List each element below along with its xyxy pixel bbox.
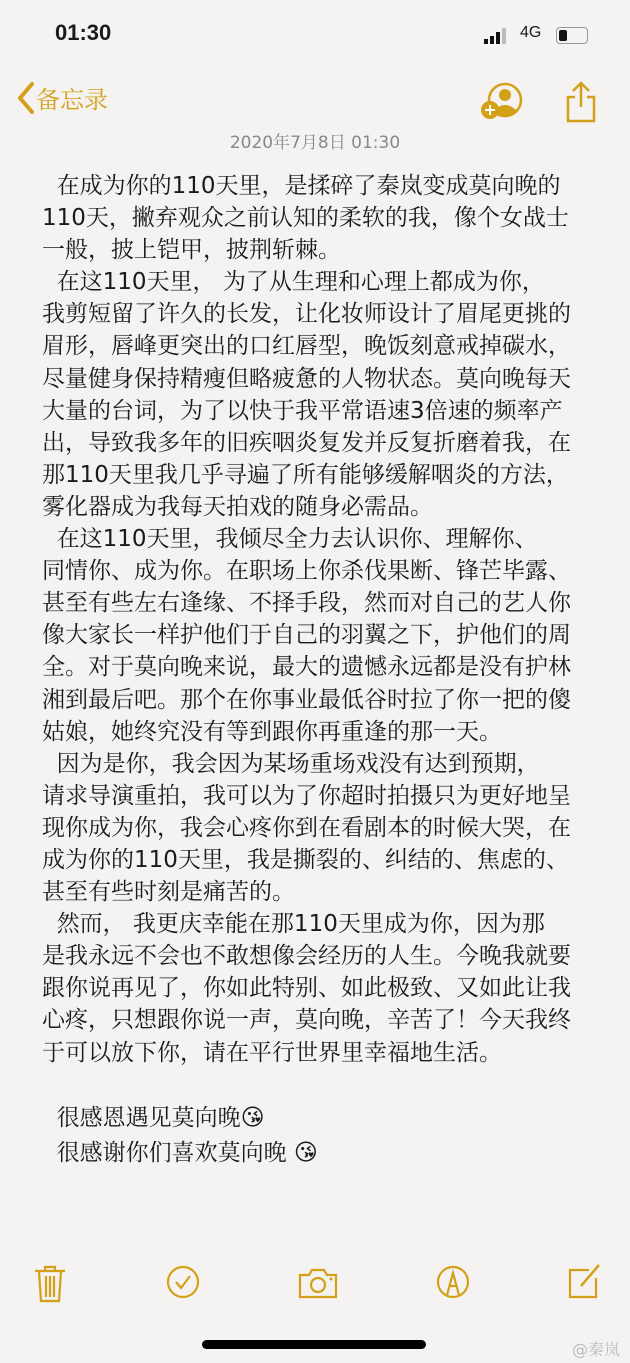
watermark: @秦岚 xyxy=(571,1340,620,1359)
trash-icon[interactable] xyxy=(33,1264,67,1304)
note-body[interactable] xyxy=(42,170,571,1171)
note-line: 姑娘，她终究没有等到跟你再重逢的那一天。 xyxy=(42,718,502,745)
note-line: 在这110天里，我倾尽全力去认识你、理解你、 xyxy=(42,526,538,553)
note-line: 成为你的110天里，我是撕裂的、纠结的、焦虑的、 xyxy=(42,846,569,873)
markup-icon[interactable] xyxy=(435,1264,471,1300)
note-line: 湘到最后吧。那个在你事业最低谷时拉了你一把的傻 xyxy=(42,686,571,713)
note-line: 雾化器成为我每天拍戏的随身必需品。 xyxy=(42,493,433,520)
status-bar xyxy=(0,18,630,54)
note-line: 同情你、成为你。在职场上你杀伐果断、锋芒毕露、 xyxy=(42,558,571,585)
note-line: 眉形，唇峰更突出的口红唇型，晚饭刻意戒掉碳水， xyxy=(42,333,571,360)
compose-icon[interactable] xyxy=(567,1262,603,1300)
note-line: 像大家长一样护他们于自己的羽翼之下，护他们的周 xyxy=(42,622,571,649)
note-line: 因为是你，我会因为某场重场戏没有达到预期， xyxy=(42,750,540,777)
note-line: 110天，撇弃观众之前认知的柔软的我，像个女战士 xyxy=(42,205,569,232)
back-button[interactable] xyxy=(16,80,108,115)
note-line: 请求导演重拍，我可以为了你超时拍摄只为更好地呈 xyxy=(42,782,571,809)
note-line: 大量的台词，为了以快于我平常语速3倍速的频率产 xyxy=(42,397,563,424)
note-line: 心疼，只想跟你说一声，莫向晚，辛苦了！今天我终 xyxy=(42,1007,571,1034)
note-line xyxy=(42,1069,571,1101)
note-line: 然而， 我更庆幸能在那110天里成为你，因为那 xyxy=(42,911,545,938)
note-line: 那110天里我几乎寻遍了所有能够缓解咽炎的方法， xyxy=(42,461,569,488)
note-line: 一般，披上铠甲，披荆斩棘。 xyxy=(42,237,341,264)
signal-icon xyxy=(484,28,506,44)
note-line: 现你成为你，我会心疼你到在看剧本的时候大哭，在 xyxy=(42,814,571,841)
note-line: 我剪短留了许久的长发，让化妆师设计了眉尾更挑的 xyxy=(42,301,571,328)
network-label: 4G xyxy=(520,24,542,41)
note-line: 甚至有些时刻是痛苦的。 xyxy=(42,879,295,906)
camera-icon[interactable] xyxy=(297,1266,339,1300)
note-line: 很感恩遇见莫向晚😘 xyxy=(42,1104,265,1131)
status-time: 01:30 xyxy=(55,20,112,45)
note-line: 是我永远不会也不敢想像会经历的人生。今晚我就要 xyxy=(42,943,571,970)
checklist-icon[interactable] xyxy=(165,1264,201,1300)
share-icon[interactable] xyxy=(564,80,598,124)
note-line: 在这110天里， 为了从生理和心理上都成为你， xyxy=(42,269,545,296)
note-line: 尽量健身保持精瘦但略疲惫的人物状态。莫向晚每天 xyxy=(42,365,571,392)
note-date: 2020年7月8日 01:30 xyxy=(229,133,401,153)
note-line: 在成为你的110天里，是揉碎了秦岚变成莫向晚的 xyxy=(42,173,561,199)
add-person-icon[interactable] xyxy=(478,82,524,124)
home-indicator[interactable] xyxy=(202,1340,426,1349)
battery-icon xyxy=(556,27,588,44)
note-line: 跟你说再见了，你如此特别、如此极致、又如此让我 xyxy=(42,975,571,1002)
note-line: 甚至有些左右逢缘、不择手段，然而对自己的艺人你 xyxy=(42,590,571,617)
nav-bar xyxy=(0,80,630,124)
chevron-left-icon xyxy=(16,81,36,115)
back-label: 备忘录 xyxy=(36,86,108,114)
note-line: 很感谢你们喜欢莫向晚 😘 xyxy=(42,1139,318,1166)
note-line: 于可以放下你，请在平行世界里幸福地生活。 xyxy=(42,1039,502,1066)
note-line: 全。对于莫向晚来说，最大的遗憾永远都是没有护林 xyxy=(42,654,571,681)
note-line: 出，导致我多年的旧疾咽炎复发并反复折磨着我，在 xyxy=(42,429,571,456)
